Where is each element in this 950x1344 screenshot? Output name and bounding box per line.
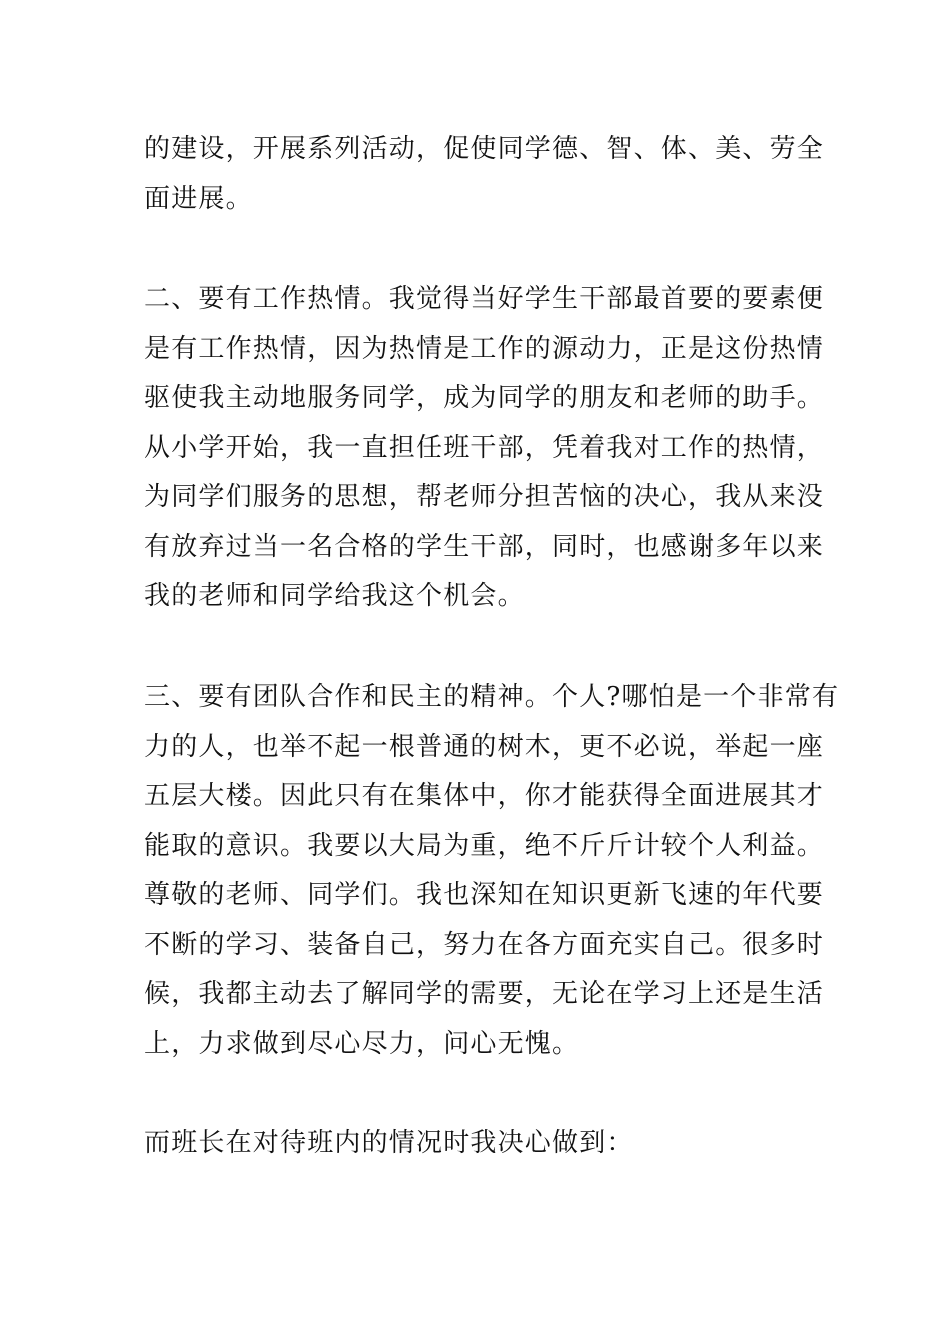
text-line: 为同学们服务的思想，帮老师分担苦恼的决心，我从来没 bbox=[144, 482, 825, 512]
text-line: 候，我都主动去了解同学的需要，无论在学习上还是生活 bbox=[144, 979, 825, 1009]
text-line: 能取的意识。我要以大局为重，绝不斤斤计较个人利益。 bbox=[144, 830, 825, 861]
text-line: 上，力求做到尽心尽力，问心无愧。 bbox=[144, 1028, 580, 1059]
text-line: 不断的学习、装备自己，努力在各方面充实自己。很多时 bbox=[144, 929, 825, 960]
text-line: 尊敬的老师、同学们。我也深知在知识更新飞速的年代要 bbox=[144, 880, 825, 910]
paragraph-3 bbox=[144, 673, 840, 1069]
text-line: 有放弃过当一名合格的学生干部，同时，也感谢多年以来 bbox=[144, 531, 825, 562]
text-line: 是有工作热情，因为热情是工作的源动力，正是这份热情 bbox=[144, 333, 825, 364]
text-line: 三、要有团队合作和民主的精神。个人?哪怕是一个非常有 bbox=[144, 682, 840, 712]
paragraph-4 bbox=[144, 1119, 808, 1169]
text-line: 力的人，也举不起一根普通的树木，更不必说，举起一座 bbox=[144, 731, 825, 762]
text-line: 五层大楼。因此只有在集体中，你才能获得全面进展其才 bbox=[144, 781, 825, 811]
text-line: 驱使我主动地服务同学，成为同学的朋友和老师的助手。 bbox=[144, 383, 825, 413]
paragraph-2 bbox=[144, 275, 825, 622]
text-line: 的建设，开展系列活动，促使同学德、智、体、美、劳全 bbox=[144, 134, 825, 164]
text-line: 二、要有工作热情。我觉得当好学生干部最首要的要素便 bbox=[144, 284, 825, 314]
paragraph-1 bbox=[144, 125, 825, 224]
text-line: 面进展。 bbox=[144, 183, 253, 214]
text-line: 我的老师和同学给我这个机会。 bbox=[144, 581, 525, 611]
text-line: 而班长在对待班内的情况时我决心做到： bbox=[144, 1128, 634, 1158]
text-line: 从小学开始，我一直担任班干部，凭着我对工作的热情， bbox=[144, 432, 825, 463]
